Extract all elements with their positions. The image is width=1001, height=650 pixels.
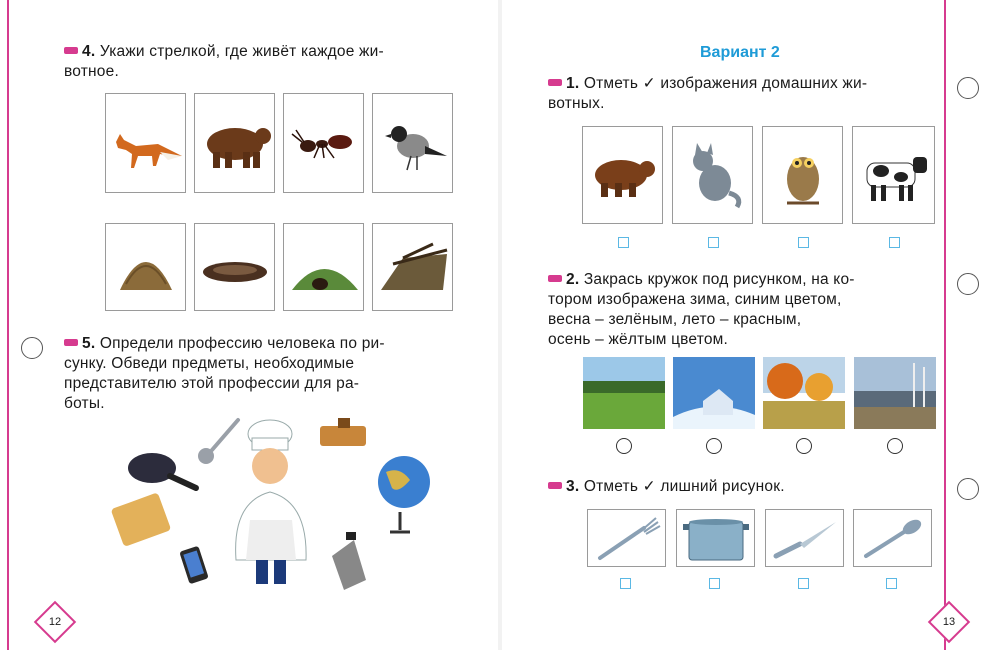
circle-spring[interactable]: [887, 438, 903, 454]
card-knife: [765, 509, 844, 567]
task-marker: [548, 482, 562, 489]
page-number-text: 13: [942, 616, 956, 628]
wood-plane-icon: [320, 418, 366, 446]
crow-icon: [373, 94, 454, 194]
card-cat: [672, 126, 753, 224]
checkbox-cow[interactable]: [889, 237, 900, 248]
season-summer: [583, 357, 665, 429]
task-marker: [548, 79, 562, 86]
task-text-line: вотное.: [64, 63, 119, 80]
task-3: [548, 477, 943, 497]
task-marker: [64, 339, 78, 346]
binder-hole-right-top: [957, 77, 979, 99]
season-winter: [673, 357, 755, 429]
task-1: [548, 74, 943, 114]
task-text-line: Отметь ✓ изображения домашних жи-: [583, 75, 868, 92]
spring-landscape-icon: [854, 357, 936, 429]
task-number: 2.: [566, 271, 580, 288]
card-spoon: [853, 509, 932, 567]
den-icon: [373, 224, 454, 312]
phone-icon: [179, 546, 209, 585]
checkbox-knife[interactable]: [798, 578, 809, 589]
checkbox-fork[interactable]: [620, 578, 631, 589]
spoon-icon: [854, 510, 933, 568]
circle-summer[interactable]: [616, 438, 632, 454]
task-text-line: представителю этой профессии для ра-: [64, 375, 360, 392]
task-text-line: осень – жёлтым цветом.: [548, 331, 729, 348]
task-number: 1.: [566, 75, 580, 92]
globe-icon: [378, 456, 430, 532]
page-number-text: 12: [48, 616, 62, 628]
checkbox-owl[interactable]: [798, 237, 809, 248]
cutting-board-icon: [111, 492, 172, 547]
checkbox-pot[interactable]: [709, 578, 720, 589]
season-autumn: [763, 357, 845, 429]
task-text-line: сунку. Обведи предметы, необходимые: [64, 355, 355, 372]
task-number: 3.: [566, 478, 580, 495]
task-text-line: вотных.: [548, 95, 605, 112]
knife-icon: [766, 510, 845, 568]
task-marker: [64, 47, 78, 54]
card-ant: [283, 93, 364, 193]
anthill-icon: [106, 224, 187, 312]
card-den: [372, 223, 453, 311]
season-spring: [854, 357, 936, 429]
grater-icon: [332, 532, 366, 590]
task-text-line: Укажи стрелкой, где живёт каждое жи-: [99, 43, 384, 60]
pot-icon: [677, 510, 756, 568]
task-text-line: Определи профессию человека по ри-: [99, 335, 385, 352]
task-5: [64, 334, 464, 414]
task-4: [64, 42, 464, 82]
task-marker: [548, 275, 562, 282]
card-fox: [105, 93, 186, 193]
card-fork: [587, 509, 666, 567]
task-text-line: боты.: [64, 395, 105, 412]
task-number: 5.: [82, 335, 96, 352]
fox-icon: [106, 94, 187, 194]
circle-winter[interactable]: [706, 438, 722, 454]
checkbox-spoon[interactable]: [886, 578, 897, 589]
card-anthill: [105, 223, 186, 311]
circle-autumn[interactable]: [796, 438, 812, 454]
summer-landscape-icon: [583, 357, 665, 429]
fork-icon: [588, 510, 667, 568]
nest-icon: [195, 224, 276, 312]
bear-icon: [583, 127, 664, 225]
autumn-landscape-icon: [763, 357, 845, 429]
cat-icon: [673, 127, 754, 225]
checkbox-bear[interactable]: [618, 237, 629, 248]
winter-landscape-icon: [673, 357, 755, 429]
profession-illustration: [100, 410, 440, 595]
task-text-line: Закрась кружок под рисунком, на ко-: [583, 271, 855, 288]
task-2: [548, 270, 943, 350]
checkbox-cat[interactable]: [708, 237, 719, 248]
card-pot: [676, 509, 755, 567]
ladle-icon: [198, 420, 238, 464]
ant-icon: [284, 94, 365, 194]
binder-hole-right-bottom: [957, 478, 979, 500]
card-bear: [582, 126, 663, 224]
card-nest: [194, 223, 275, 311]
left-margin-line: [7, 0, 9, 650]
task-text-line: весна – зелёным, лето – красным,: [548, 311, 802, 328]
task-text-line: тором изображена зима, синим цветом,: [548, 291, 842, 308]
right-margin-line: [944, 0, 946, 650]
burrow-icon: [284, 224, 365, 312]
frying-pan-icon: [128, 453, 196, 488]
variant-title: Вариант 2: [700, 44, 780, 61]
card-bear: [194, 93, 275, 193]
binder-hole-left: [21, 337, 43, 359]
card-cow: [852, 126, 935, 224]
owl-icon: [763, 127, 844, 225]
card-crow: [372, 93, 453, 193]
task-text-line: Отметь ✓ лишний рисунок.: [583, 478, 785, 495]
chef-icon: [236, 420, 306, 584]
binder-hole-right-middle: [957, 273, 979, 295]
task-number: 4.: [82, 43, 96, 60]
book-spine: [498, 0, 502, 650]
cow-icon: [853, 127, 936, 225]
card-owl: [762, 126, 843, 224]
bear-icon: [195, 94, 276, 194]
card-burrow: [283, 223, 364, 311]
